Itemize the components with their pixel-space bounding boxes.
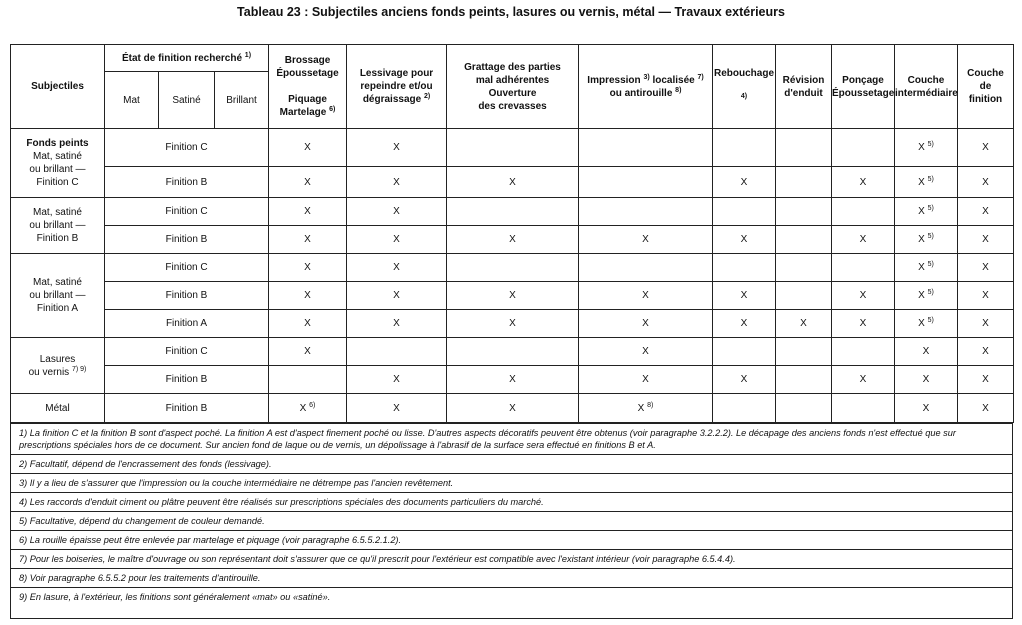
mark: X — [859, 290, 867, 301]
table-row — [11, 198, 1014, 226]
mark: X — [922, 346, 930, 357]
mark-cell — [447, 310, 579, 338]
mark-cell — [776, 198, 832, 226]
mark-cell — [269, 198, 347, 226]
mark-cell — [579, 198, 713, 226]
mark-cell — [832, 282, 895, 310]
header-etat: État de finition recherché $^{1)}$ — [105, 45, 269, 72]
mark-footnote: 5) — [927, 141, 934, 148]
mark-cell — [776, 282, 832, 310]
mark-cell — [347, 167, 447, 198]
mark: X — [982, 290, 989, 301]
mark-cell — [958, 338, 1014, 366]
mark: X — [740, 290, 748, 301]
mark-cell — [776, 129, 832, 167]
footnote: 6) La rouille épaisse peut être enlevée par martelage et piquage (voir paragraphe 6.5.5.2.1.2). — [11, 530, 1012, 549]
mark-cell — [347, 198, 447, 226]
mark-cell — [713, 310, 776, 338]
mark: X — [393, 318, 400, 329]
mark: X — [982, 402, 989, 414]
mark-cell — [958, 394, 1014, 423]
mark-cell — [347, 254, 447, 282]
table-row — [11, 310, 1014, 338]
mark: X — [393, 234, 400, 245]
mark-cell — [447, 282, 579, 310]
finition-cell: Finition B — [105, 366, 269, 394]
mark-cell — [269, 226, 347, 254]
table-row — [11, 226, 1014, 254]
footnote: 1) La finition C et la finition B sont d'aspect poché. La finition A est d'aspect finement poché ou lisse. D'autres aspects décoratifs peuvent être obtenus (voir paragraphe 3.2.2.2). Le décapage des anciens fonds n'est effectué que sur prescriptions spéciales hors de ce document. Sur ancien fond de laque ou de vernis, un dépolissage à l'abrasif de la surface sera effectué en finitions B et A. — [11, 423, 1012, 454]
mark-cell — [776, 226, 832, 254]
header-mat: Mat — [105, 72, 159, 129]
mark-cell — [579, 254, 713, 282]
mark-cell — [579, 167, 713, 198]
mark-cell — [832, 338, 895, 366]
mark: X — [918, 262, 925, 273]
mark: X — [393, 206, 400, 217]
mark-cell — [579, 282, 713, 310]
mark: X — [299, 402, 307, 414]
finition-cell: Finition A — [105, 310, 269, 338]
header-poncage: Ponçage Époussetage — [832, 45, 895, 129]
mark-cell — [447, 254, 579, 282]
mark: X — [637, 402, 645, 414]
finition-cell: Finition B — [105, 282, 269, 310]
mark: X — [918, 234, 925, 245]
group-label: Lasures ou vernis $^{7) 9)}$ — [11, 338, 105, 394]
mark-cell — [713, 167, 776, 198]
finition-cell: Finition B — [105, 167, 269, 198]
mark-cell — [776, 366, 832, 394]
mark: X — [859, 318, 867, 329]
mark: X — [740, 234, 748, 245]
table-row — [11, 394, 1014, 423]
table-row — [11, 366, 1014, 394]
mark-cell — [447, 167, 579, 198]
mark-cell — [895, 129, 958, 167]
table-row — [11, 167, 1014, 198]
header-subjectiles: Subjectiles — [11, 45, 105, 129]
mark-cell — [895, 394, 958, 423]
mark-cell — [776, 254, 832, 282]
mark-cell — [579, 338, 713, 366]
mark-cell — [832, 366, 895, 394]
mark: X — [304, 206, 311, 217]
mark-cell — [958, 129, 1014, 167]
mark-cell — [958, 310, 1014, 338]
mark-cell — [832, 394, 895, 423]
mark-footnote: 5) — [927, 317, 934, 324]
mark-cell — [895, 167, 958, 198]
mark: X — [918, 206, 925, 217]
header-grattage: Grattage des parties mal adhérentes Ouverture des crevasses — [447, 45, 579, 129]
mark-cell — [958, 254, 1014, 282]
mark-cell — [713, 366, 776, 394]
mark: X — [509, 176, 516, 188]
mark-cell — [447, 226, 579, 254]
mark-cell — [713, 338, 776, 366]
table-row — [11, 129, 1014, 167]
mark-cell — [776, 394, 832, 423]
mark-cell — [447, 198, 579, 226]
mark-cell — [713, 226, 776, 254]
mark-cell — [269, 310, 347, 338]
mark: X — [509, 234, 516, 245]
mark: X — [304, 318, 311, 329]
mark-footnote: 5) — [927, 289, 934, 296]
mark-cell — [269, 366, 347, 394]
mark: X — [982, 374, 989, 385]
mark: X — [304, 346, 311, 357]
mark-cell — [776, 338, 832, 366]
header-couche-intermediaire: Couche intermédiaire — [895, 45, 958, 129]
footnotes — [10, 423, 1013, 619]
header-rebouchage: Rebouchage $^{4)}$ — [713, 45, 776, 129]
mark-cell — [776, 167, 832, 198]
header-impression: Impression $^{3)}$ localisée $^{7)}$ ou antirouille $^{8)}$ — [579, 45, 713, 129]
mark-cell — [269, 394, 347, 423]
mark-footnote: 8) — [647, 401, 654, 409]
mark: X — [982, 142, 989, 153]
group-label: Mat, satiné ou brillant — Finition B — [11, 198, 105, 254]
mark: X — [509, 402, 516, 414]
mark-cell — [832, 226, 895, 254]
mark-cell — [347, 366, 447, 394]
mark-cell — [958, 366, 1014, 394]
mark-cell — [958, 226, 1014, 254]
mark-cell — [895, 226, 958, 254]
mark-cell — [713, 282, 776, 310]
mark: X — [859, 374, 867, 385]
finition-cell: Finition B — [105, 394, 269, 423]
mark: X — [982, 262, 989, 273]
mark: X — [982, 206, 989, 217]
mark: X — [800, 318, 807, 329]
footnote: 8) Voir paragraphe 6.5.5.2 pour les traitements d'antirouille. — [11, 568, 1012, 587]
mark-footnote: 5) — [927, 205, 934, 212]
mark-cell — [347, 226, 447, 254]
mark-cell — [713, 254, 776, 282]
mark-cell — [347, 129, 447, 167]
mark: X — [304, 142, 311, 153]
finition-cell: Finition C — [105, 129, 269, 167]
mark: X — [982, 318, 989, 329]
mark: X — [393, 402, 400, 414]
header-brossage: Brossage Époussetage Piquage Martelage $^{6)}$ — [269, 45, 347, 129]
table-title: Tableau 23 : Subjectiles anciens fonds peints, lasures ou vernis, métal — Travaux extérieurs — [237, 5, 785, 19]
finition-cell: Finition C — [105, 254, 269, 282]
table-row — [11, 254, 1014, 282]
mark: X — [642, 318, 649, 329]
mark-cell — [579, 129, 713, 167]
mark-cell — [447, 394, 579, 423]
finition-cell: Finition C — [105, 338, 269, 366]
header-revision: Révision d'enduit — [776, 45, 832, 129]
mark: X — [642, 290, 649, 301]
mark-cell — [895, 310, 958, 338]
mark-footnote: 5) — [927, 233, 934, 240]
mark-cell — [776, 310, 832, 338]
mark: X — [393, 142, 400, 153]
mark-cell — [579, 366, 713, 394]
mark-cell — [269, 167, 347, 198]
mark: X — [859, 234, 867, 245]
finition-cell: Finition C — [105, 198, 269, 226]
finition-cell: Finition B — [105, 226, 269, 254]
footnote: 3) Il y a lieu de s'assurer que l'impression ou la couche intermédiaire ne détrempe pas l'ancien revêtement. — [11, 473, 1012, 492]
table-row — [11, 282, 1014, 310]
footnote: 2) Facultatif, dépend de l'encrassement des fonds (lessivage). — [11, 454, 1012, 473]
header-satine: Satiné — [159, 72, 215, 129]
header-couche-finition: Couche de finition — [958, 45, 1014, 129]
footnote: 4) Les raccords d'enduit ciment ou plâtre peuvent être réalisés sur prescriptions spéciales des documents particuliers du marché. — [11, 492, 1012, 511]
mark-cell — [895, 282, 958, 310]
group-label: Fonds peints Mat, satiné ou brillant — Finition C — [11, 129, 105, 198]
mark: X — [304, 176, 311, 188]
mark: X — [393, 176, 400, 188]
mark: X — [982, 234, 989, 245]
mark: X — [982, 346, 989, 357]
group-label: Métal — [11, 394, 105, 423]
finishing-table — [10, 44, 1014, 423]
mark: X — [922, 402, 930, 414]
mark-cell — [713, 198, 776, 226]
mark-cell — [269, 282, 347, 310]
mark-cell — [269, 338, 347, 366]
mark-cell — [347, 282, 447, 310]
mark: X — [304, 290, 311, 301]
mark-footnote: 5) — [927, 261, 934, 268]
mark-cell — [269, 254, 347, 282]
group-label: Mat, satiné ou brillant — Finition A — [11, 254, 105, 338]
mark-cell — [832, 167, 895, 198]
mark: X — [859, 176, 867, 188]
mark-cell — [713, 394, 776, 423]
mark: X — [918, 176, 925, 188]
mark: X — [304, 234, 311, 245]
mark: X — [509, 318, 516, 329]
mark-cell — [347, 394, 447, 423]
mark: X — [740, 318, 748, 329]
mark-cell — [832, 254, 895, 282]
mark: X — [642, 346, 649, 357]
mark-cell — [269, 129, 347, 167]
mark-cell — [713, 129, 776, 167]
mark: X — [393, 262, 400, 273]
mark-cell — [347, 338, 447, 366]
mark-footnote: 5) — [927, 175, 934, 183]
mark-cell — [832, 198, 895, 226]
mark-cell — [958, 282, 1014, 310]
mark-cell — [895, 338, 958, 366]
footnote: 9) En lasure, à l'extérieur, les finitions sont généralement «mat» ou «satiné». — [11, 587, 1012, 606]
mark: X — [509, 374, 516, 385]
mark: X — [740, 176, 748, 188]
mark: X — [982, 176, 989, 188]
table-row — [11, 338, 1014, 366]
mark-footnote: 6) — [309, 401, 316, 409]
mark: X — [509, 290, 516, 301]
mark-cell — [447, 129, 579, 167]
mark: X — [304, 262, 311, 273]
mark: X — [918, 142, 925, 153]
mark-cell — [347, 310, 447, 338]
footnote: 7) Pour les boiseries, le maître d'ouvrage ou son représentant doit s'assurer que ce qu'il prescrit pour l'extérieur est compatible avec l'existant intérieur (voir paragraphe 6.5.4.4). — [11, 549, 1012, 568]
mark-cell — [579, 226, 713, 254]
footnote: 5) Facultative, dépend du changement de couleur demandé. — [11, 511, 1012, 530]
mark: X — [642, 374, 649, 385]
mark: X — [922, 374, 930, 385]
mark-cell — [958, 167, 1014, 198]
mark-cell — [895, 198, 958, 226]
mark: X — [740, 374, 748, 385]
mark: X — [393, 290, 400, 301]
mark: X — [918, 290, 925, 301]
mark: X — [642, 234, 649, 245]
mark-cell — [958, 198, 1014, 226]
mark-cell — [832, 129, 895, 167]
mark-cell — [579, 310, 713, 338]
mark-cell — [447, 338, 579, 366]
mark-cell — [579, 394, 713, 423]
mark: X — [393, 374, 400, 385]
mark-cell — [832, 310, 895, 338]
mark-cell — [895, 254, 958, 282]
mark-cell — [895, 366, 958, 394]
mark: X — [918, 318, 925, 329]
mark-cell — [447, 366, 579, 394]
header-brillant: Brillant — [215, 72, 269, 129]
header-lessivage: Lessivage pour repeindre et/ou dégraissage $^{2)}$ — [347, 45, 447, 129]
